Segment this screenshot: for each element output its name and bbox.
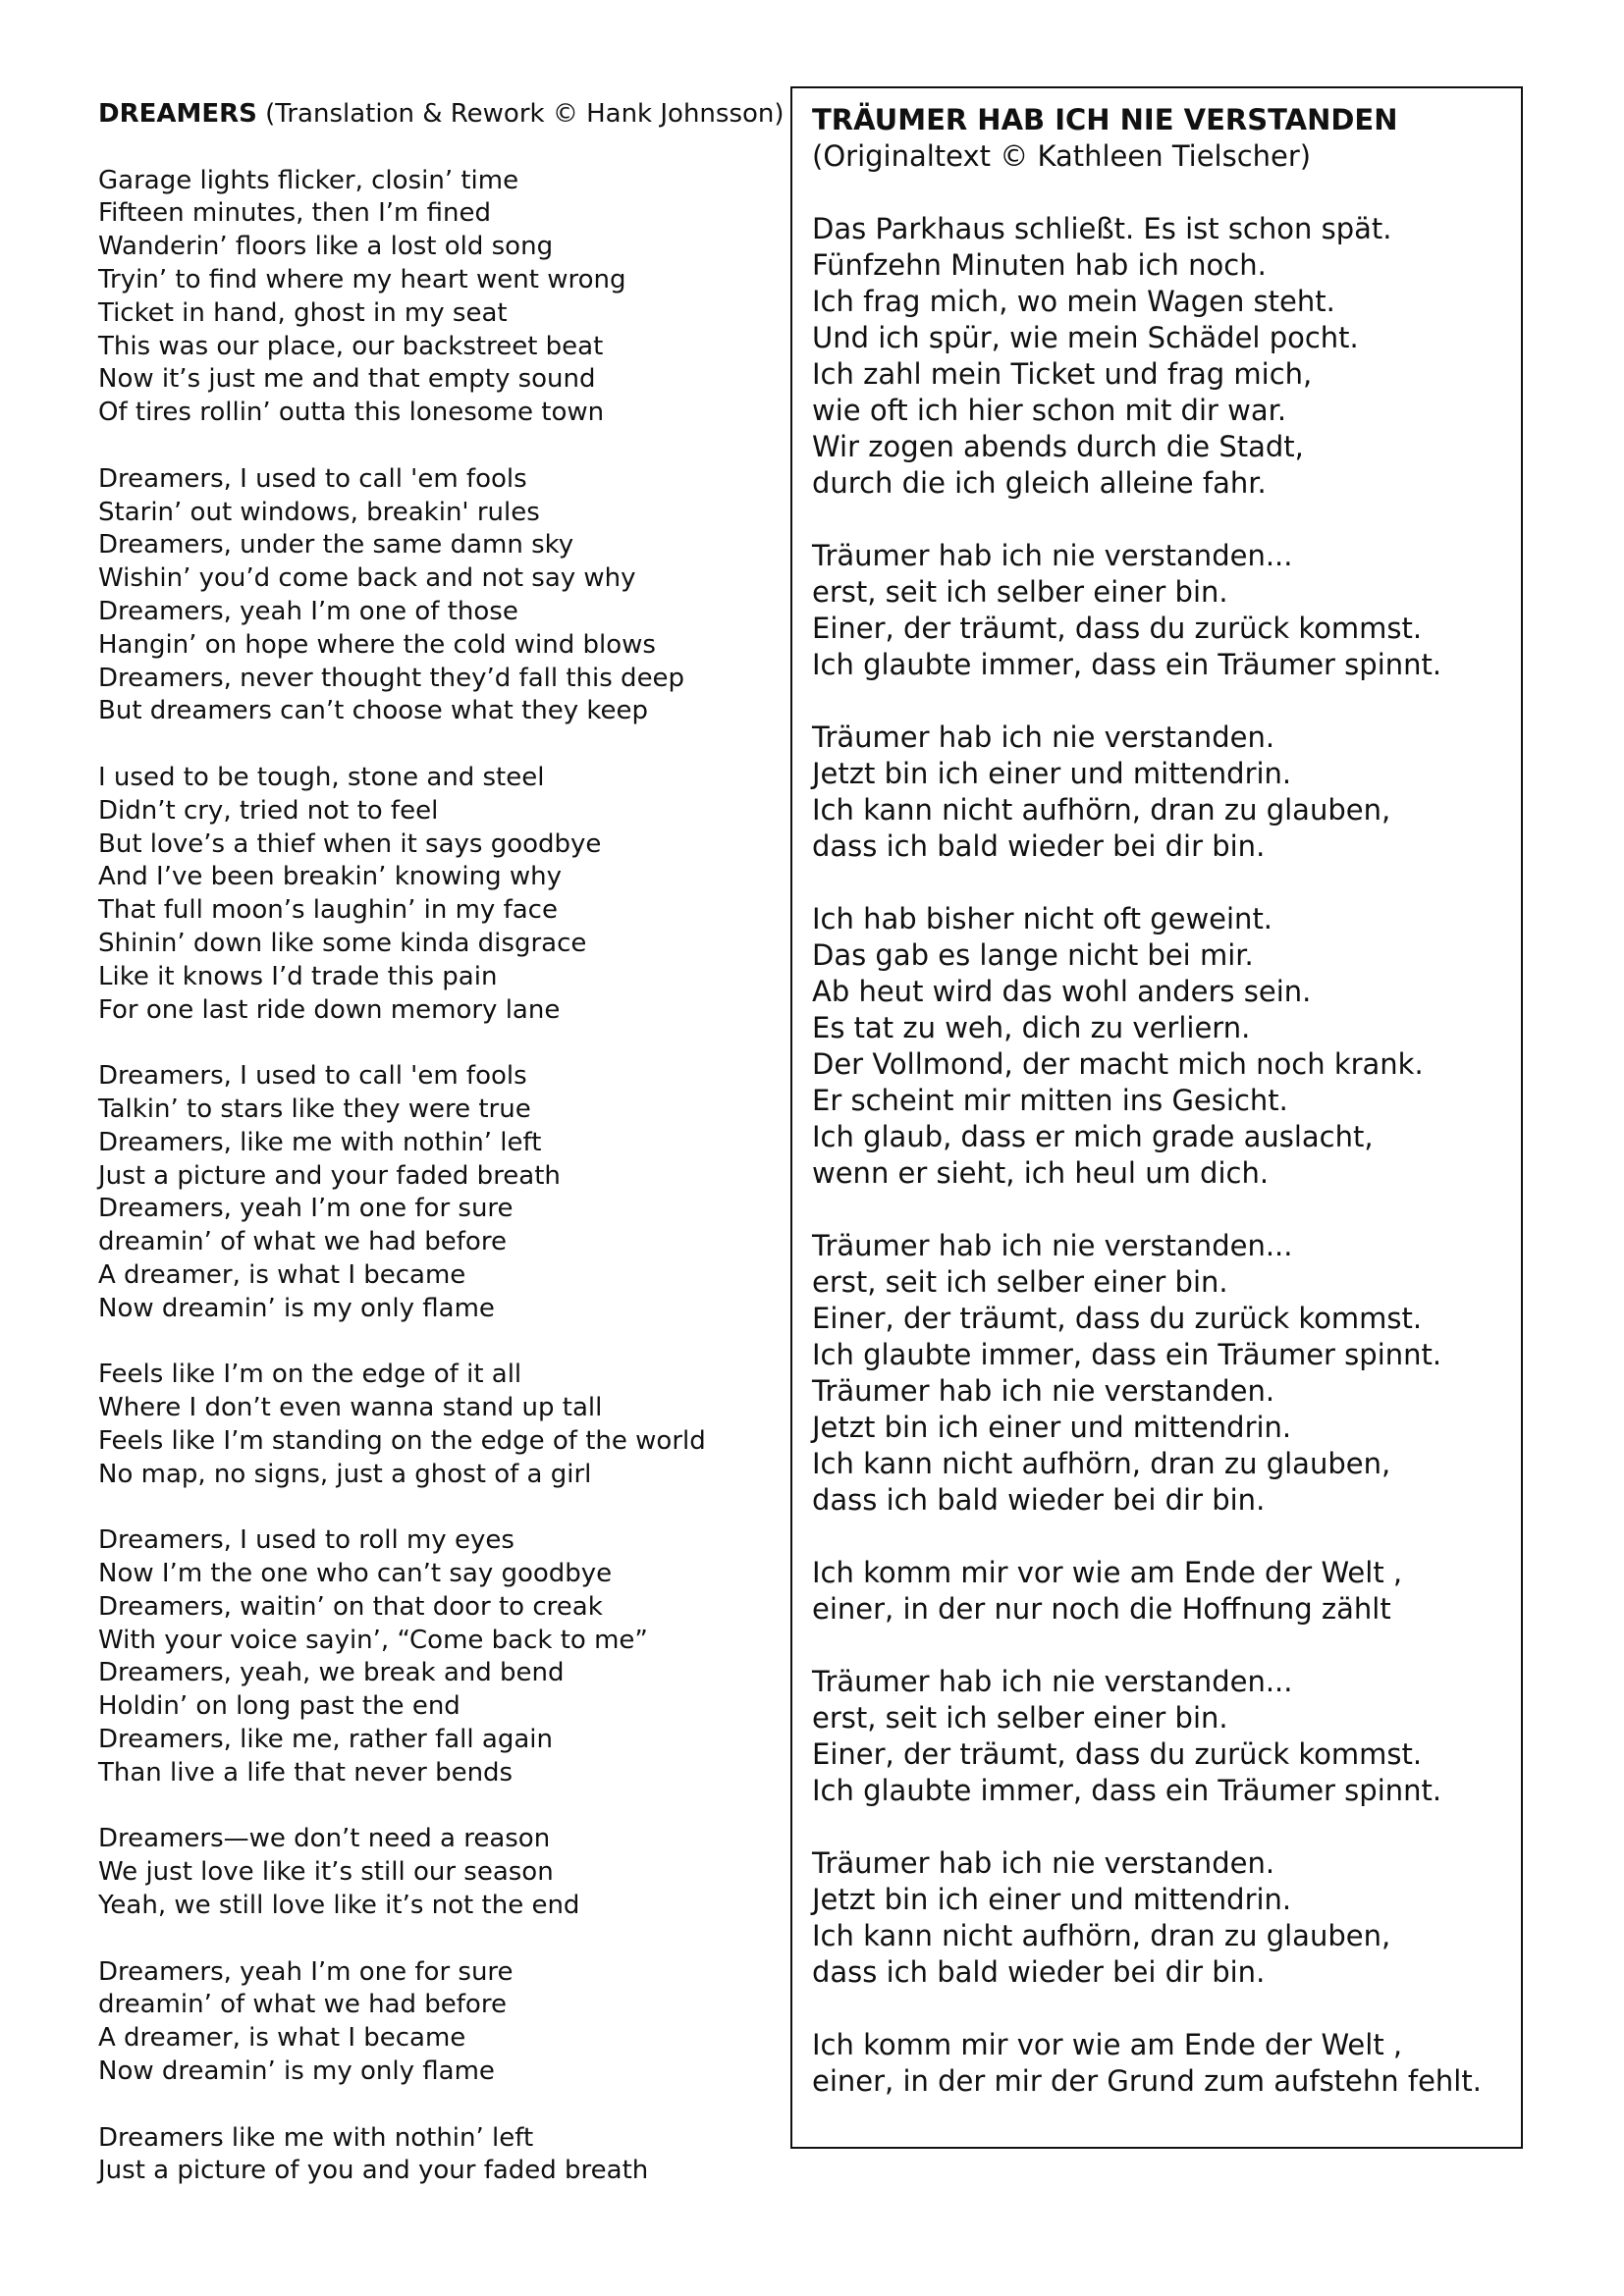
lyric-line: Like it knows I’d trade this pain: [98, 961, 498, 991]
english-title: [98, 98, 785, 132]
lyric-line: Wishin’ you’d come back and not say why: [98, 563, 636, 594]
lyric-line: dreamin’ of what we had before: [98, 1227, 507, 1257]
lyric-line: einer, in der mir der Grund zum aufstehn fehlt.: [812, 2064, 1482, 2098]
stanza: [98, 762, 785, 1027]
lyric-line: Just a picture of you and your faded breath: [98, 2156, 649, 2186]
lyric-line: Ich komm mir vor wie am Ende der Welt ,: [812, 1556, 1403, 1589]
lyric-line: Hangin’ on hope where the cold wind blows: [98, 629, 656, 660]
lyric-line: Ich glaub, dass er mich grade auslacht,: [812, 1120, 1374, 1153]
lyric-line: With your voice sayin’, “Come back to me”: [98, 1625, 648, 1655]
lyric-line: Dreamers, yeah I’m one for sure: [98, 1194, 514, 1224]
lyric-line: dass ich bald wieder bei dir bin.: [812, 1955, 1266, 1989]
lyric-line: Ich kann nicht aufhörn, dran zu glauben,: [812, 793, 1391, 827]
stanza: [98, 1956, 785, 2089]
english-title-credit: (Translation & Rework © Hank Johnsson): [256, 99, 785, 129]
lyric-line: Fifteen minutes, then I’m fined: [98, 198, 491, 229]
lyric-line: A dreamer, is what I became: [98, 2023, 466, 2054]
stanza: [812, 2027, 1509, 2100]
english-lyrics-column: [98, 98, 785, 2221]
lyric-line: Ich frag mich, wo mein Wagen steht.: [812, 285, 1335, 318]
lyric-line: erst, seit ich selber einer bin.: [812, 575, 1228, 609]
lyric-line: Träumer hab ich nie verstanden...: [812, 539, 1293, 572]
lyric-line: Ich komm mir vor wie am Ende der Welt ,: [812, 2028, 1403, 2061]
lyric-line: Ich zahl mein Ticket und frag mich,: [812, 357, 1313, 391]
lyric-line: Er scheint mir mitten ins Gesicht.: [812, 1084, 1288, 1117]
lyric-line: Dreamers, under the same damn sky: [98, 530, 574, 561]
lyric-line: erst, seit ich selber einer bin.: [812, 1701, 1228, 1735]
stanza: [812, 720, 1509, 865]
lyric-line: Dreamers, like me, rather fall again: [98, 1725, 553, 1755]
german-lyrics-box: [790, 86, 1523, 2149]
lyric-line: Now dreamin’ is my only flame: [98, 1293, 495, 1323]
lyric-line: Jetzt bin ich einer und mittendrin.: [812, 1411, 1292, 1444]
lyric-line: Of tires rollin’ outta this lonesome town: [98, 398, 605, 428]
lyric-line: Yeah, we still love like it’s not the end: [98, 1891, 580, 1921]
stanza: [812, 1845, 1509, 1991]
lyric-line: Einer, der träumt, dass du zurück kommst.: [812, 612, 1423, 645]
lyric-line: Garage lights flicker, closin’ time: [98, 165, 519, 195]
lyric-line: I used to be tough, stone and steel: [98, 762, 545, 792]
lyric-line: Ich hab bisher nicht oft geweint.: [812, 902, 1273, 935]
lyric-line: But dreamers can’t choose what they keep: [98, 696, 649, 726]
lyric-line: Ich glaubte immer, dass ein Träumer spinnt.: [812, 1774, 1442, 1807]
german-title: TRÄUMER HAB ICH NIE VERSTANDEN: [812, 103, 1398, 136]
lyric-line: Feels like I’m standing on the edge of the world: [98, 1425, 706, 1456]
lyric-line: Ab heut wird das wohl anders sein.: [812, 975, 1312, 1008]
lyric-line: Jetzt bin ich einer und mittendrin.: [812, 1883, 1292, 1916]
lyric-line: Träumer hab ich nie verstanden...: [812, 1229, 1293, 1262]
lyric-line: Dreamers, yeah I’m one of those: [98, 596, 518, 626]
lyric-line: Just a picture and your faded breath: [98, 1160, 561, 1191]
lyric-line: Dreamers, I used to call 'em fools: [98, 463, 527, 494]
lyric-line: dreamin’ of what we had before: [98, 1990, 507, 2020]
lyric-line: wie oft ich hier schon mit dir war.: [812, 394, 1287, 427]
lyric-line: Ich glaubte immer, dass ein Träumer spinnt.: [812, 648, 1442, 681]
lyric-line: Ich kann nicht aufhörn, dran zu glauben,: [812, 1919, 1391, 1952]
lyric-line: Now I’m the one who can’t say goodbye: [98, 1559, 613, 1589]
lyric-line: Dreamers, I used to call 'em fools: [98, 1061, 527, 1092]
lyric-line: No map, no signs, just a ghost of a girl: [98, 1459, 592, 1489]
lyric-line: Feels like I’m on the edge of it all: [98, 1360, 522, 1390]
lyric-line: Der Vollmond, der macht mich noch krank.: [812, 1047, 1424, 1081]
lyric-line: But love’s a thief when it says goodbye: [98, 828, 602, 859]
lyric-line: Und ich spür, wie mein Schädel pocht.: [812, 321, 1359, 354]
stanza: [812, 1664, 1509, 1809]
lyric-line: For one last ride down memory lane: [98, 994, 561, 1025]
stanza: [812, 211, 1509, 502]
german-lyrics-column: [812, 102, 1509, 2136]
stanza: [812, 901, 1509, 1192]
lyric-line: Tryin’ to find where my heart went wrong: [98, 264, 626, 294]
lyric-line: Ich glaubte immer, dass ein Träumer spinnt.: [812, 1338, 1442, 1371]
lyric-line: Träumer hab ich nie verstanden.: [812, 1846, 1275, 1880]
lyric-line: Now dreamin’ is my only flame: [98, 2056, 495, 2087]
stanza: [812, 538, 1509, 683]
lyric-line: Dreamers, never thought they’d fall this deep: [98, 663, 685, 693]
stanza: [98, 463, 785, 728]
lyric-line: Das Parkhaus schließt. Es ist schon spät.: [812, 212, 1392, 245]
stanza: [98, 165, 785, 430]
lyric-line: Wanderin’ floors like a lost old song: [98, 232, 554, 262]
lyric-line: Ich kann nicht aufhörn, dran zu glauben,: [812, 1447, 1391, 1480]
lyric-line: Es tat zu weh, dich zu verliern.: [812, 1011, 1251, 1044]
lyric-line: Dreamers like me with nothin’ left: [98, 2122, 534, 2153]
lyric-line: Holdin’ on long past the end: [98, 1691, 460, 1722]
lyric-line: Träumer hab ich nie verstanden...: [812, 1665, 1293, 1698]
lyric-line: Now it’s just me and that empty sound: [98, 364, 596, 395]
lyric-line: Einer, der träumt, dass du zurück kommst.: [812, 1737, 1423, 1771]
lyric-line: Talkin’ to stars like they were true: [98, 1094, 531, 1124]
lyric-line: erst, seit ich selber einer bin.: [812, 1265, 1228, 1299]
lyric-line: We just love like it’s still our season: [98, 1857, 554, 1888]
lyric-line: dass ich bald wieder bei dir bin.: [812, 829, 1266, 863]
lyric-line: Dreamers, yeah I’m one for sure: [98, 1956, 514, 1987]
lyric-line: Where I don’t even wanna stand up tall: [98, 1393, 603, 1423]
lyric-line: Dreamers, like me with nothin’ left: [98, 1127, 542, 1157]
lyric-line: Dreamers, waitin’ on that door to creak: [98, 1591, 603, 1622]
lyric-line: Shinin’ down like some kinda disgrace: [98, 928, 587, 958]
stanza: [812, 1228, 1509, 1519]
lyric-line: Didn’t cry, tried not to feel: [98, 795, 439, 826]
lyric-line: That full moon’s laughin’ in my face: [98, 895, 558, 926]
lyric-line: Fünfzehn Minuten hab ich noch.: [812, 248, 1267, 282]
lyric-line: This was our place, our backstreet beat: [98, 331, 604, 361]
stanza: [98, 1823, 785, 1922]
lyric-line: And I’ve been breakin’ knowing why: [98, 862, 562, 892]
stanza: [98, 2122, 785, 2189]
german-subtitle: (Originaltext © Kathleen Tielscher): [812, 139, 1312, 173]
lyric-line: Jetzt bin ich einer und mittendrin.: [812, 757, 1292, 790]
lyric-line: Dreamers, I used to roll my eyes: [98, 1525, 514, 1556]
stanza: [98, 1060, 785, 1325]
lyric-line: Träumer hab ich nie verstanden.: [812, 721, 1275, 754]
lyric-line: Einer, der träumt, dass du zurück kommst.: [812, 1302, 1423, 1335]
lyric-line: dass ich bald wieder bei dir bin.: [812, 1483, 1266, 1517]
lyric-line: Than live a life that never bends: [98, 1757, 514, 1788]
lyric-line: Dreamers, yeah, we break and bend: [98, 1658, 565, 1688]
lyric-line: Dreamers—we don’t need a reason: [98, 1824, 551, 1854]
lyric-line: A dreamer, is what I became: [98, 1259, 466, 1290]
lyric-line: wenn er sieht, ich heul um dich.: [812, 1156, 1270, 1190]
stanza: [98, 1359, 785, 1491]
lyric-line: Wir zogen abends durch die Stadt,: [812, 430, 1304, 463]
lyric-line: Ticket in hand, ghost in my seat: [98, 297, 508, 328]
english-title-bold: DREAMERS: [98, 99, 257, 129]
lyric-line: einer, in der nur noch die Hoffnung zählt: [812, 1592, 1391, 1626]
stanza: [98, 1524, 785, 1789]
stanza: [812, 1555, 1509, 1628]
lyric-line: Träumer hab ich nie verstanden.: [812, 1374, 1275, 1408]
lyric-line: Starin’ out windows, breakin' rules: [98, 497, 540, 527]
lyric-line: Das gab es lange nicht bei mir.: [812, 938, 1254, 972]
lyric-line: durch die ich gleich alleine fahr.: [812, 466, 1267, 500]
